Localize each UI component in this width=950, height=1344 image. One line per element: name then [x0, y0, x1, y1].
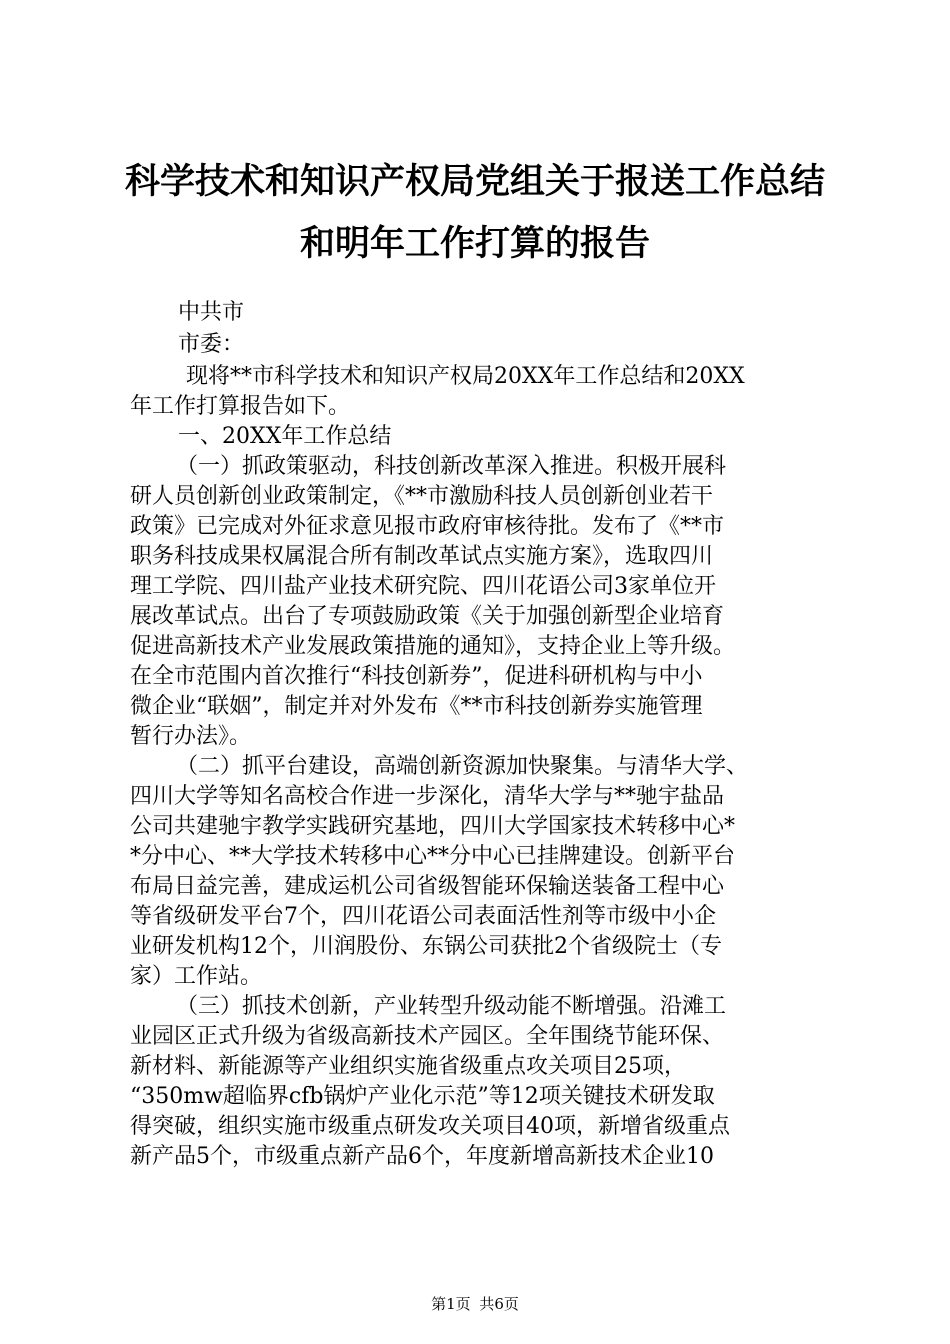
paragraph-text: 在全市范围内首次推行“科技创新券”，促进科研机构与中小	[130, 664, 703, 689]
paragraph-text: 新产品5个，市级重点新产品6个，年度新增高新技术企业10	[130, 1144, 714, 1169]
paragraph-text: （三）抓技术创新，产业转型升级动能不断增强。沿滩工	[176, 994, 727, 1019]
paragraph-text: 理工学院、四川盐产业技术研究院、四川花语公司3家单位开	[130, 574, 716, 599]
paragraph-text: 暂行办法》。	[130, 724, 252, 749]
addressee-text: 中共市	[178, 300, 245, 325]
paragraph-text: （二）抓平台建设，高端创新资源加快聚集。与清华大学、	[176, 754, 749, 779]
paragraph-text: 职务科技成果权属混合所有制改革试点实施方案》，选取四川	[130, 544, 714, 569]
paragraph-text: 政策》已完成对外征求意见报市政府审核待批。发布了《**市	[130, 514, 725, 539]
section-heading-text: 一、20XX年工作总结	[178, 424, 392, 449]
paragraph-text: 业研发机构12个，川润股份、东锅公司获批2个省级院士（专	[130, 934, 722, 959]
document-title-line-1: 科学技术和知识产权局党组关于报送工作总结	[124, 162, 825, 202]
paragraph-text: 家）工作站。	[130, 964, 263, 989]
paragraph-text: *分中心、**大学技术转移中心**分中心已挂牌建设。创新平台	[130, 844, 736, 869]
paragraph-text: 现将**市科学技术和知识产权局20XX年工作总结和20XX	[186, 364, 745, 389]
paragraph-text: 展改革试点。出台了专项鼓励政策《关于加强创新型企业培育	[130, 604, 725, 629]
paragraph-text: 年工作打算报告如下。	[130, 394, 351, 419]
paragraph-text: 公司共建驰宇教学实践研究基地，四川大学国家技术转移中心*	[130, 814, 736, 839]
addressee-text: 市委：	[178, 332, 245, 357]
page-number: 第1页	[431, 1295, 471, 1313]
document-title-line-2: 和明年工作打算的报告	[299, 224, 650, 264]
paragraph-text: 四川大学等知名高校合作进一步深化，清华大学与**驰宇盐品	[130, 784, 725, 809]
paragraph-text: 促进高新技术产业发展政策措施的通知》，支持企业上等升级。	[130, 634, 736, 659]
page-footer	[0, 1294, 950, 1314]
paragraph-text: 等省级研发平台7个，四川花语公司表面活性剂等市级中小企	[130, 904, 716, 929]
paragraph-text: 业园区正式升级为省级高新技术产园区。全年围绕节能环保、	[130, 1024, 725, 1049]
page-total: 共6页	[479, 1295, 519, 1313]
paragraph-text: 微企业“联姻”，制定并对外发布《**市科技创新券实施管理	[130, 694, 703, 719]
paragraph-text: 新材料、新能源等产业组织实施省级重点攻关项目25项，	[130, 1054, 686, 1079]
paragraph-text: “350mw超临界cfb锅炉产业化示范”等12项关键技术研发取	[130, 1084, 715, 1109]
paragraph-text: 布局日益完善，建成运机公司省级智能环保输送装备工程中心	[130, 874, 725, 899]
paragraph-text: 研人员创新创业政策制定，《**市激励科技人员创新创业若干	[130, 484, 714, 509]
paragraph-text: 得突破，组织实施市级重点研发攻关项目40项，新增省级重点	[130, 1114, 730, 1139]
paragraph-text: （一）抓政策驱动，科技创新改革深入推进。积极开展科	[176, 454, 727, 479]
